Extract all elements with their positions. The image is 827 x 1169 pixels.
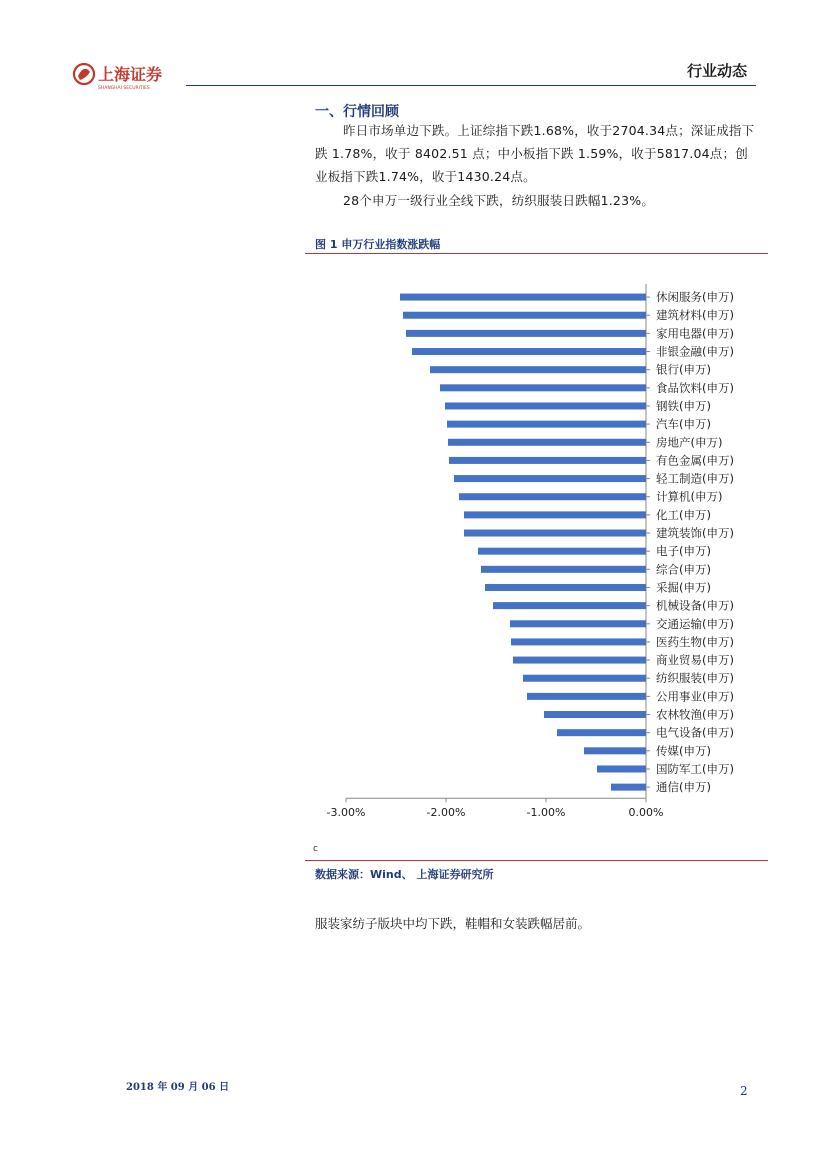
bar <box>448 439 646 446</box>
category-label: 农林牧渔(申万) <box>656 707 734 722</box>
bar <box>513 657 646 664</box>
x-tick-label: -3.00% <box>326 806 366 820</box>
category-label: 医药生物(申万) <box>656 634 734 649</box>
category-label: 银行(申万) <box>656 362 711 377</box>
category-label: 钢铁(申万) <box>656 398 711 413</box>
stray-mark: c <box>313 844 318 854</box>
category-label: 食品饮料(申万) <box>656 380 734 395</box>
bar <box>597 765 646 772</box>
section-heading: 一、行情回顾 <box>315 104 399 120</box>
category-label: 机械设备(申万) <box>656 598 734 613</box>
category-label: 公用事业(申万) <box>656 689 734 704</box>
bar <box>485 584 646 591</box>
bar <box>400 294 646 301</box>
bar <box>445 402 646 409</box>
category-label: 房地产(申万) <box>656 435 723 450</box>
category-label: 建筑装饰(申万) <box>656 526 734 541</box>
bar <box>464 530 646 537</box>
bar <box>440 384 646 391</box>
figure-top-rule <box>305 253 768 254</box>
category-label: 有色金属(申万) <box>656 453 734 468</box>
x-tick-label: -2.00% <box>426 806 466 820</box>
category-label: 休闲服务(申万) <box>656 290 734 305</box>
category-label: 纺织服装(申万) <box>656 671 734 686</box>
bar <box>449 457 646 464</box>
figure-bottom-rule <box>305 860 768 861</box>
bar <box>464 511 646 518</box>
bar <box>478 548 646 555</box>
bar <box>459 493 646 500</box>
logo-text: 上海证券 <box>98 65 163 84</box>
bar <box>510 620 646 627</box>
category-label: 采掘(申万) <box>656 580 711 595</box>
category-label: 商业贸易(申万) <box>656 653 734 668</box>
category-label: 汽车(申万) <box>656 417 711 432</box>
bar <box>584 747 646 754</box>
header-divider <box>186 85 756 86</box>
category-label: 计算机(申万) <box>656 489 723 504</box>
category-label: 电气设备(申万) <box>656 725 734 740</box>
brand-logo <box>72 60 182 92</box>
bar <box>454 475 646 482</box>
bar <box>403 312 646 319</box>
category-label: 非银金融(申万) <box>656 344 734 359</box>
category-label: 交通运输(申万) <box>656 616 734 631</box>
category-label: 国防军工(申万) <box>656 761 734 776</box>
category-label: 轻工制造(申万) <box>656 471 734 486</box>
category-label: 电子(申万) <box>656 544 711 559</box>
bar <box>493 602 646 609</box>
bar <box>557 729 646 736</box>
category-label: 传媒(申万) <box>656 743 711 758</box>
category-label: 化工(申万) <box>656 507 711 522</box>
footer-date: 2018 年 09 月 06 日 <box>126 1082 230 1093</box>
industry-summary-paragraph: 28个申万一级行业全线下跌，纺织服装日跌幅1.23%。 <box>343 193 655 208</box>
bar <box>544 711 646 718</box>
figure-title: 图 1 申万行业指数涨跌幅 <box>315 238 441 251</box>
category-label: 通信(申万) <box>656 780 711 795</box>
bar <box>430 366 646 373</box>
bar <box>511 638 646 645</box>
bar <box>447 421 646 428</box>
section-label: 行业动态 <box>686 62 747 80</box>
bar <box>481 566 646 573</box>
industry-change-chart <box>305 256 768 836</box>
bar <box>611 784 646 791</box>
market-review-paragraph: 昨日市场单边下跌。上证综指下跌1.68%，收于2704.34点；深证成指下跌 1.78%，收于 8402.51 点；中小板指下跌 1.59%，收于5817.04点；创业板指下跌1.74%，收于1430.24点。 <box>315 123 755 184</box>
category-label: 建筑材料(申万) <box>656 308 734 323</box>
category-label: 家用电器(申万) <box>656 326 734 341</box>
x-tick-label: -1.00% <box>526 806 566 820</box>
x-tick-label: 0.00% <box>628 806 664 820</box>
bar <box>406 330 646 337</box>
page-number: 2 <box>740 1084 748 1098</box>
data-source: 数据来源：Wind、 上海证券研究所 <box>315 868 494 881</box>
subsector-paragraph: 服装家纺子版块中均下跌，鞋帽和女装跌幅居前。 <box>315 916 591 931</box>
logo-subtext: SHANGHAI SECURITIES <box>98 86 150 91</box>
bar <box>527 693 646 700</box>
bar <box>412 348 646 355</box>
bar <box>523 675 646 682</box>
category-label: 综合(申万) <box>656 562 711 577</box>
